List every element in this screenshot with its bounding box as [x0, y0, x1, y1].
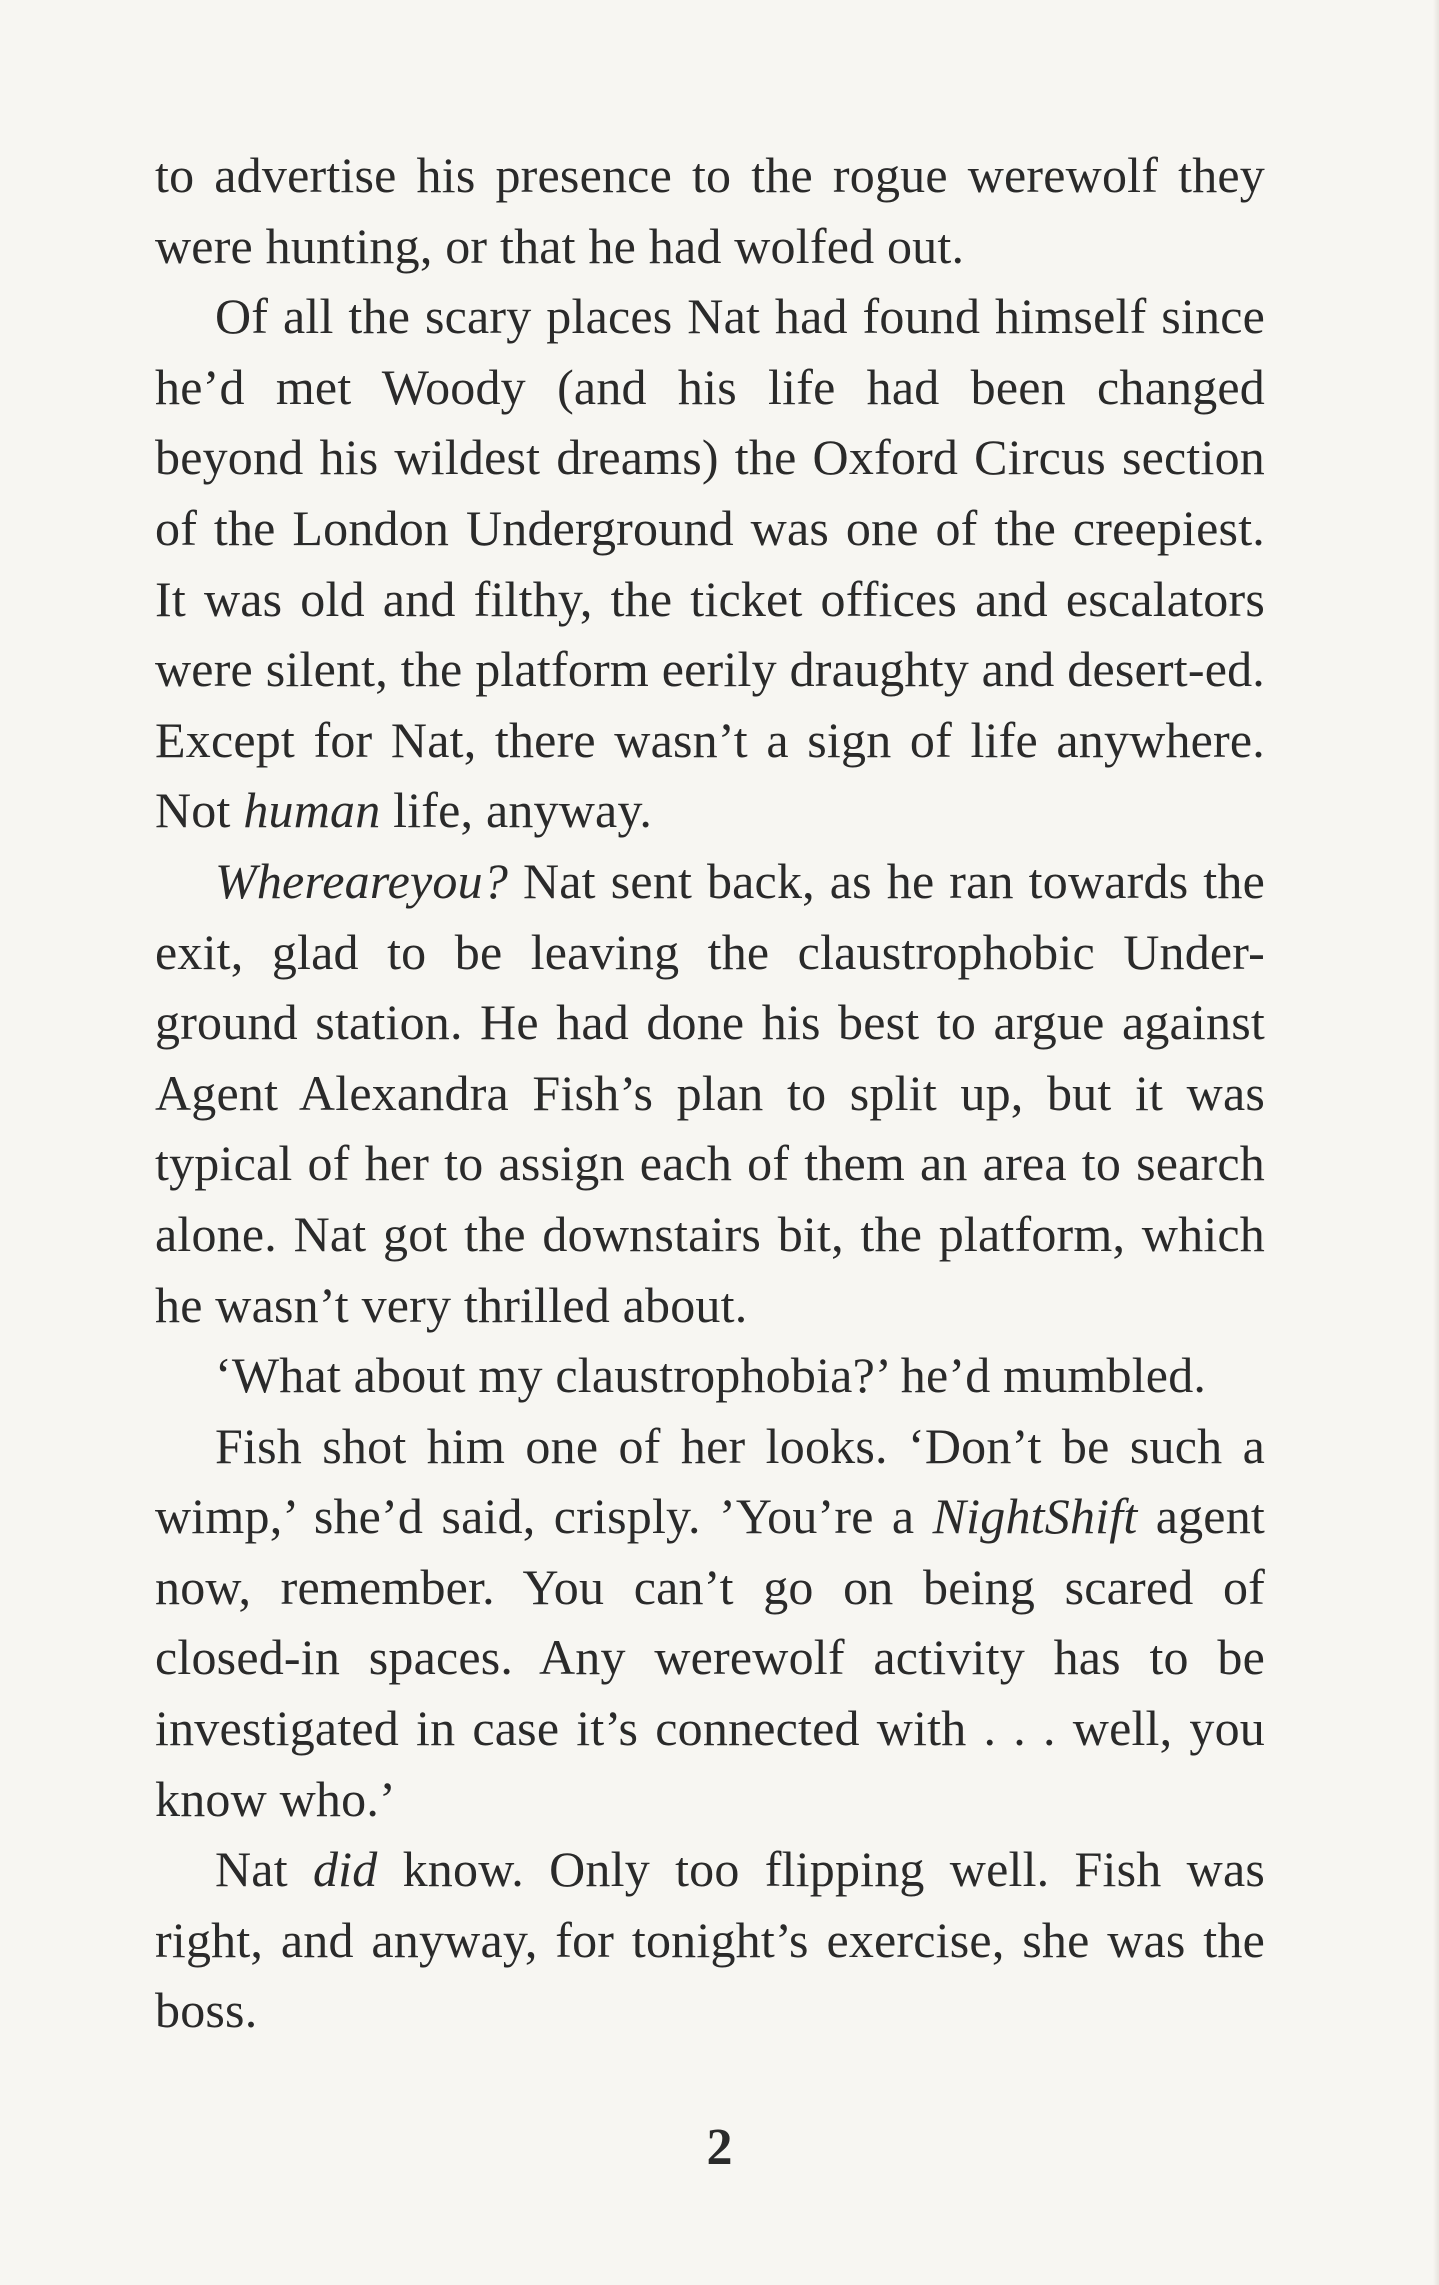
text-segment-italic: NightShift — [932, 1488, 1138, 1545]
text-segment: Nat sent back, as he ran towards the exit, glad to be leaving the claustrophobic Under-ground station. He had done his best to argue against Agent Alexandra Fish’s plan to split up, but it was typical of her to assign each of them an area to search alone. Nat got the downstairs bit, the platform, which he wasn’t very thrilled about. — [155, 852, 1265, 1333]
paragraph-1 — [155, 140, 1265, 281]
body-text — [155, 140, 1265, 2046]
text-segment: ‘What about my claustrophobia?’ he’d mumbled. — [215, 1347, 1207, 1404]
text-segment-italic: human — [243, 782, 381, 839]
text-segment: Fish shot him one of her looks. ‘Don’t be such a wimp,’ she’d said, crisply. ’You’re a — [155, 1417, 1265, 1545]
text-segment: life, anyway. — [380, 782, 653, 839]
text-segment-italic: did — [312, 1841, 378, 1898]
text-segment: Nat — [215, 1841, 313, 1898]
text-segment: know. Only too flipping well. Fish was right, and anyway, for tonight’s exercise, she was the boss. — [155, 1841, 1265, 2039]
paragraph-3 — [155, 846, 1265, 1340]
paragraph-4 — [155, 1340, 1265, 1411]
page-edge — [1433, 0, 1439, 2285]
text-segment-italic: Whereareyou? — [215, 852, 509, 909]
paragraph-6 — [155, 1834, 1265, 2046]
paragraph-5 — [155, 1411, 1265, 1835]
page-number: 2 — [706, 2119, 733, 2176]
text-segment: agent now, remember. You can’t go on being scared of closed-in spaces. Any werewolf activity has to be investigated in case it’s connected with . . . well, you know who.’ — [155, 1488, 1265, 1827]
paragraph-2 — [155, 281, 1265, 846]
text-segment: Of all the scary places Nat had found himself since he’d met Woody (and his life had been changed beyond his wildest dreams) the Oxford Circus section of the London Underground was one of the creepiest. It was old and filthy, the ticket offices and escalators were silent, the platform eerily draughty and desert-ed. Except for Nat, there wasn’t a sign of life anywhere. Not — [155, 288, 1265, 839]
text-segment: to advertise his presence to the rogue werewolf they were hunting, or that he had wolfed out. — [155, 147, 1265, 274]
